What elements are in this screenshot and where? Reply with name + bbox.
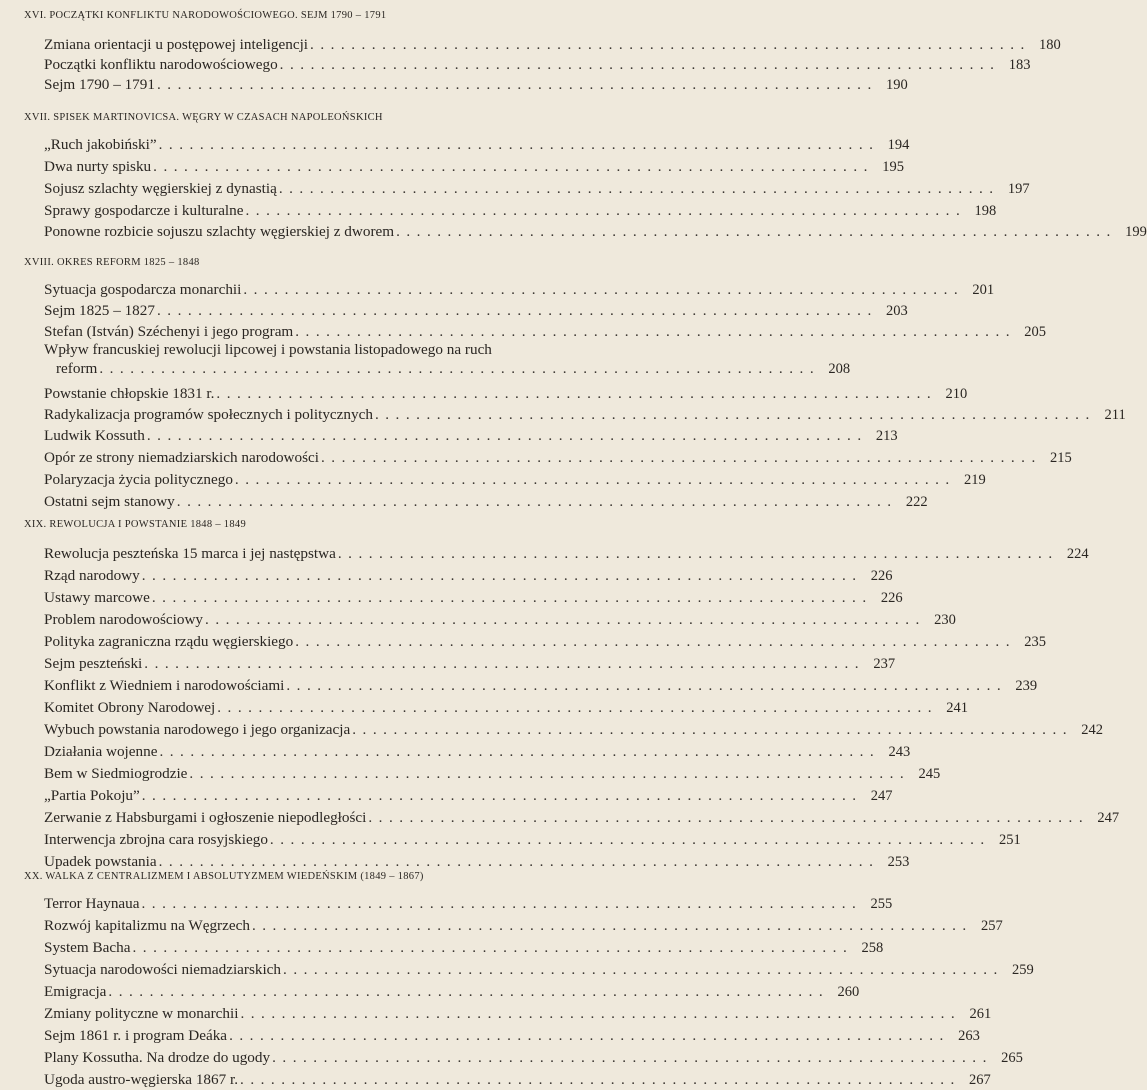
entry-title: Ustawy marcowe	[44, 589, 150, 606]
toc-entry	[44, 277, 995, 299]
entry-title: Sojusz szlachty węgierskiej z dynastią	[44, 180, 277, 197]
page-number: 251	[998, 832, 1021, 848]
page-number: 203	[886, 303, 908, 319]
page-number: 222	[905, 494, 928, 510]
toc-entry	[44, 341, 851, 381]
leader-dots: ......................................................................	[245, 202, 967, 219]
leader-dots: ......................................................................	[141, 567, 863, 584]
entry-title: Ludwik Kossuth	[44, 427, 145, 444]
toc-entry	[44, 154, 904, 176]
page-number: 205	[1024, 324, 1047, 340]
entry-title: Zerwanie z Habsburgami i ogłoszenie niepodległości	[44, 809, 367, 826]
toc-entry	[44, 563, 893, 585]
leader-dots: ......................................................................	[240, 1071, 961, 1088]
toc-entry	[44, 827, 1021, 849]
leader-dots: ......................................................................	[295, 323, 1017, 340]
toc-entry	[44, 585, 903, 607]
leader-dots: ......................................................................	[158, 853, 880, 870]
page-number: 195	[882, 159, 904, 175]
page-number: 201	[972, 282, 995, 298]
leader-dots: ......................................................................	[229, 1027, 950, 1044]
page-number: 219	[963, 472, 986, 488]
entry-title: Wpływ francuskiej rewolucji lipcowej i powstania listopadowego na ruch	[44, 341, 492, 358]
leader-dots: ......................................................................	[279, 56, 1001, 73]
page-number: 208	[828, 361, 851, 377]
entry-title: Sytuacja narodowości niemadziarskich	[44, 961, 282, 978]
entry-title: „Partia Pokoju”	[44, 787, 140, 804]
page-number: 194	[887, 137, 910, 153]
page-number: 226	[880, 590, 903, 606]
leader-dots: ......................................................................	[151, 589, 873, 606]
toc-entry	[44, 913, 1003, 935]
leader-dots: ......................................................................	[141, 895, 863, 912]
entry-title-continuation: reform	[56, 360, 98, 377]
entry-title: Komitet Obrony Narodowej	[44, 699, 216, 716]
page-number: 267	[969, 1072, 991, 1088]
page-number: 239	[1015, 678, 1038, 694]
toc-entry	[44, 739, 911, 761]
entry-title: Interwencja zbrojna cara rosyjskiego	[44, 831, 268, 848]
page-number: 211	[1104, 407, 1126, 423]
page-number: 210	[945, 386, 968, 402]
toc-entry	[44, 1067, 991, 1089]
toc-entry	[44, 72, 908, 94]
toc-entry	[44, 695, 969, 717]
page-number: 265	[1001, 1050, 1023, 1066]
toc-entry	[44, 607, 956, 629]
toc-entry	[44, 402, 1126, 424]
toc-entry	[44, 176, 1030, 198]
page-number: 237	[873, 656, 896, 672]
leader-dots: ......................................................................	[156, 302, 878, 319]
entry-title: Początki konfliktu narodowościowego	[44, 56, 278, 73]
entry-title: Ostatni sejm stanowy	[44, 493, 175, 510]
toc-entry	[44, 1045, 1023, 1067]
entry-title: Plany Kossutha. Na drodze do ugody	[44, 1049, 271, 1066]
entry-title: Rząd narodowy	[44, 567, 140, 584]
toc-entry	[44, 979, 860, 1001]
leader-dots: ......................................................................	[251, 917, 973, 934]
toc-entry	[44, 761, 941, 783]
leader-dots: ......................................................................	[269, 831, 991, 848]
toc-entry	[44, 783, 893, 805]
leader-dots: ......................................................................	[234, 471, 956, 488]
toc-entry	[44, 298, 908, 320]
entry-title: Sejm 1825 – 1827	[44, 302, 155, 319]
section-heading: XVIII. OKRES REFORM 1825 – 1848	[24, 257, 200, 268]
leader-dots: ......................................................................	[99, 360, 821, 377]
page-number: 241	[946, 700, 969, 716]
toc-entry	[44, 32, 1061, 54]
leader-dots: ......................................................................	[278, 180, 1000, 197]
entry-title: Dwa nurty spisku	[44, 158, 152, 175]
entry-title: Sytuacja gospodarcza monarchii	[44, 281, 242, 298]
leader-dots: ......................................................................	[283, 961, 1004, 978]
leader-dots: ......................................................................	[217, 699, 939, 716]
entry-title: Rozwój kapitalizmu na Węgrzech	[44, 917, 250, 934]
entry-title: Terror Haynaua	[44, 895, 140, 912]
page-number: 260	[837, 984, 860, 1000]
entry-title: Polaryzacja życia politycznego	[44, 471, 233, 488]
leader-dots: ......................................................................	[132, 939, 854, 956]
section-heading: XX. WALKA Z CENTRALIZMEM I ABSOLUTYZMEM WIEDEŃSKIM (1849 – 1867)	[24, 871, 424, 882]
page-number: 198	[974, 203, 997, 219]
toc-entry	[44, 219, 1147, 241]
entry-title: Sejm peszteński	[44, 655, 143, 672]
section-heading: XVI. POCZĄTKI KONFLIKTU NARODOWOŚCIOWEGO. SEJM 1790 – 1791	[24, 10, 387, 21]
leader-dots: ......................................................................	[396, 223, 1117, 240]
leader-dots: ......................................................................	[156, 76, 878, 93]
toc-entry	[44, 957, 1034, 979]
leader-dots: ......................................................................	[216, 385, 938, 402]
page-number: 259	[1012, 962, 1034, 978]
entry-title: Wybuch powstania narodowego i jego organizacja	[44, 721, 351, 738]
entry-title: Zmiany polityczne w monarchii	[44, 1005, 239, 1022]
leader-dots: ......................................................................	[205, 611, 926, 628]
entry-title: Opór ze strony niemadziarskich narodowości	[44, 449, 319, 466]
leader-dots: ......................................................................	[159, 743, 881, 760]
page-number: 213	[875, 428, 898, 444]
entry-title: Sejm 1790 – 1791	[44, 76, 155, 93]
page-number: 263	[958, 1028, 980, 1044]
page-number: 199	[1125, 224, 1147, 240]
entry-title: Bem w Siedmiogrodzie	[44, 765, 188, 782]
leader-dots: ......................................................................	[320, 449, 1042, 466]
leader-dots: ......................................................................	[310, 36, 1031, 53]
leader-dots: ......................................................................	[144, 655, 866, 672]
leader-dots: ......................................................................	[286, 677, 1008, 694]
entry-title: Sprawy gospodarcze i kulturalne	[44, 202, 244, 219]
toc-entry	[44, 132, 910, 154]
page-number: 183	[1008, 57, 1031, 73]
entry-title: Ugoda austro-węgierska 1867 r.	[44, 1071, 239, 1088]
toc-entry	[44, 489, 928, 511]
entry-title: Sejm 1861 r. i program Deáka	[44, 1027, 228, 1044]
entry-title: Powstanie chłopskie 1831 r.	[44, 385, 215, 402]
entry-title: Rewolucja peszteńska 15 marca i jej następstwa	[44, 545, 336, 562]
entry-title: Polityka zagraniczna rządu węgierskiego	[44, 633, 294, 650]
toc-entry	[44, 629, 1047, 651]
entry-title: Działania wojenne	[44, 743, 158, 760]
toc-entry	[44, 467, 986, 489]
toc-entry	[44, 849, 910, 871]
toc-entry	[44, 891, 893, 913]
toc-entry	[44, 52, 1031, 74]
toc-entry	[44, 1023, 980, 1045]
page-number: 255	[870, 896, 893, 912]
page-number: 261	[969, 1006, 992, 1022]
entry-title: Konflikt z Wiedniem i narodowościami	[44, 677, 285, 694]
page-number: 258	[861, 940, 884, 956]
leader-dots: ......................................................................	[141, 787, 863, 804]
entry-title: Zmiana orientacji u postępowej inteligencji	[44, 36, 309, 53]
entry-title: Upadek powstania	[44, 853, 157, 870]
page-number: 190	[886, 77, 908, 93]
toc-entry	[44, 935, 884, 957]
toc-entry	[44, 319, 1047, 341]
leader-dots: ......................................................................	[374, 406, 1096, 423]
entry-title: Ponowne rozbicie sojuszu szlachty węgierskiej z dworem	[44, 223, 395, 240]
entry-title: Emigracja	[44, 983, 107, 1000]
page-number: 235	[1024, 634, 1047, 650]
toc-entry	[44, 423, 898, 445]
leader-dots: ......................................................................	[146, 427, 868, 444]
page-number: 257	[980, 918, 1003, 934]
page-number: 197	[1007, 181, 1030, 197]
page-number: 226	[870, 568, 893, 584]
entry-title: Problem narodowościowy	[44, 611, 204, 628]
page-number: 247	[1097, 810, 1120, 826]
toc-entry	[44, 673, 1038, 695]
toc-entry	[44, 198, 997, 220]
page-number: 224	[1066, 546, 1089, 562]
leader-dots: ......................................................................	[176, 493, 898, 510]
entry-title: Stefan (István) Széchenyi i jego program	[44, 323, 294, 340]
leader-dots: ......................................................................	[295, 633, 1017, 650]
leader-dots: ......................................................................	[243, 281, 965, 298]
page-number: 230	[934, 612, 956, 628]
section-heading: XIX. REWOLUCJA I POWSTANIE 1848 – 1849	[24, 519, 247, 530]
toc-entry	[44, 541, 1089, 563]
toc-entry	[44, 445, 1072, 467]
section-heading: XVII. SPISEK MARTINOVICSA. WĘGRY W CZASACH NAPOLEOŃSKICH	[24, 112, 383, 123]
toc-entry	[44, 1001, 992, 1023]
toc-entry	[44, 381, 968, 403]
toc-entry	[44, 651, 896, 673]
leader-dots: ......................................................................	[240, 1005, 962, 1022]
page-number: 242	[1081, 722, 1104, 738]
entry-title: Radykalizacja programów społecznych i politycznych	[44, 406, 373, 423]
page-number: 180	[1039, 37, 1061, 53]
leader-dots: ......................................................................	[158, 136, 880, 153]
page-number: 245	[918, 766, 941, 782]
entry-title: System Bacha	[44, 939, 131, 956]
page-number: 247	[870, 788, 893, 804]
page-number: 253	[887, 854, 910, 870]
page-number: 243	[888, 744, 911, 760]
leader-dots: ......................................................................	[272, 1049, 993, 1066]
toc-entry	[44, 717, 1104, 739]
leader-dots: ......................................................................	[153, 158, 874, 175]
leader-dots: ......................................................................	[189, 765, 911, 782]
entry-title: „Ruch jakobiński”	[44, 136, 157, 153]
leader-dots: ......................................................................	[337, 545, 1059, 562]
toc-entry	[44, 805, 1120, 827]
leader-dots: ......................................................................	[108, 983, 830, 1000]
leader-dots: ......................................................................	[368, 809, 1090, 826]
page-number: 215	[1050, 450, 1072, 466]
leader-dots: ......................................................................	[352, 721, 1074, 738]
